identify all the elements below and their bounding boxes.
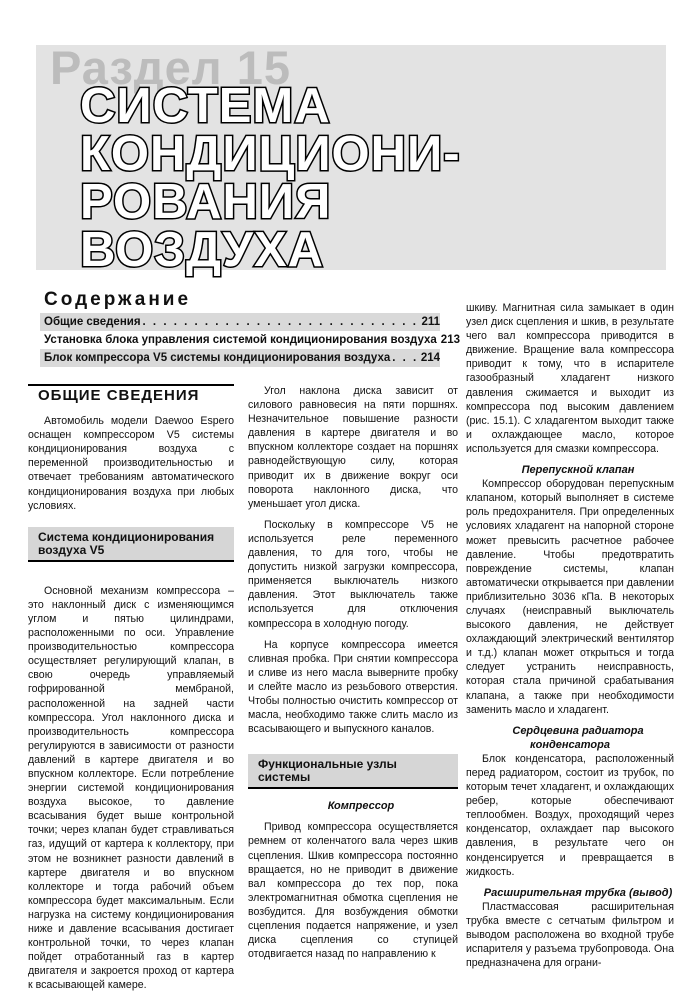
- chapter-title: [80, 79, 461, 277]
- paragraph: Пластмассовая расширительная трубка вместе с сетчатым фильтром и выводом расположена во входной трубе испарителя у разъема трубопровода. Она предназначена для ограни-: [466, 900, 674, 970]
- chapter-title-line-2: КОНДИЦИОНИ-: [80, 127, 461, 181]
- subsection-heading-line: Функциональные узлы: [258, 757, 397, 772]
- paragraph: На корпусе компрессора имеется сливная пробка. При снятии компрессора и сливе из него масла выверните пробку и слейте масло из резьбового отверстия. Чтобы полностью очистить компрессор от масла, необходимо также слить масло из всасывающего и выпускного каналов.: [248, 638, 458, 736]
- toc-leader: [143, 313, 420, 331]
- column-3: [466, 301, 674, 970]
- chapter-title-line-1: СИСТЕМА: [80, 79, 331, 133]
- subsection-heading-line: системы: [258, 770, 311, 785]
- toc-item[interactable]: [40, 349, 440, 367]
- subsection-heading-units: [248, 754, 458, 789]
- paragraph: Привод компрессора осуществляется ремнем от коленчатого вала через шкив сцепления. Шкив компрессора постоянно вращается, но не приводит в движение вал компрессора до тех пор, пока электромагнитная обмотка сцепления не возбудится. Для возбуждения обмотки сцепления подается напряжение, и узел диска сцепления со ступицей отодвигается назад по направлению к: [248, 821, 458, 961]
- paragraph: шкиву. Магнитная сила замыкает в один узел диск сцепления и шкив, в результате чего вал компрессора приводится в движение. Вращение вала компрессора приводит к тому, что в испарителе газообразный хладагент низкого давления сжимается и выходит из компрессора под высоким давлением (рис. 15.1). С хладагентом выходит также и охлаждающее масло, которое используется для смазки компрессора.: [466, 302, 674, 455]
- toc-item-page: 213: [440, 334, 460, 346]
- paragraph: Компрессор оборудован перепускным клапаном, который выполняет в системе роль предохранителя. При определенных условиях хладагент на напорной стороне может превысить расчетное рабочее давление. Чтобы предотвратить повреждение системы, клапан автоматически открывается при давлении приблизительно 3036 кПа. В некоторых случаях (неисправный выключатель высокого давления, не действует охлаждающий электрический вентилятор и т.д.) клапан может открыться и тогда следует устранить неисправность, которая стала причиной срабатывания клапана, а также при необходимости заменить масло и хладагент.: [466, 478, 674, 716]
- paragraph: Поскольку в компрессоре V5 не используется реле переменного давления, то для того, чтобы не допустить низкой загрузки компрессора, применяется выключатель низкого давления. Этот выключатель также используется для отключения компрессора в холодную погоду.: [248, 518, 458, 630]
- toc-item-page: 211: [421, 316, 440, 328]
- subheading-compressor: Компрессор: [327, 800, 395, 813]
- toc-item-page: 214: [420, 352, 440, 364]
- column-2: [248, 384, 458, 961]
- subheading-condenser-core: Сердцевина радиатора конденсатора: [512, 724, 644, 751]
- subsection-heading-line: воздуха V5: [38, 542, 105, 557]
- subheading-bypass-valve: Перепускной клапан: [521, 464, 635, 477]
- subheading-expansion-tube: Расширительная трубка (вывод): [483, 886, 673, 899]
- chapter-title-line-4: ВОЗДУХА: [80, 223, 325, 277]
- toc-leader: [392, 349, 419, 367]
- toc-item-label: Установка блока управления системой кондиционирования воздуха: [44, 334, 437, 346]
- heading-general: ОБЩИЕ СВЕДЕНИЯ: [28, 384, 234, 406]
- subsection-heading-v5: [28, 527, 234, 562]
- column-1: [28, 384, 234, 992]
- toc-item-label: Блок компрессора V5 системы кондиционирования воздуха: [44, 352, 391, 364]
- paragraph: Угол наклона диска зависит от силового равновесия на пяти поршнях. Незначительное повышение разности давления в картере двигателя и во впускном коллекторе создает на поршнях равнодействующую силу, которая приводит их в движение вокруг оси поворота наклонного диска, что уменьшает угол диска.: [248, 385, 458, 510]
- toc-title: Содержание: [44, 289, 192, 310]
- toc-item[interactable]: [40, 313, 440, 331]
- paragraph: Основной механизм компрессора – это наклонный диск с изменяющимся углом и пятью цилиндрами, расположенными по оси. Управление производительностью компрессора осуществляет регулирующий клапан, в свою очередь управляемый гофрированной мембраной, расположенной на задней части компрессора. Угол наклонного диска и производительность компрессора регулируются в зависимости от разности давлений в картере двигателя и во впускном коллекторе. Если потребление энергии системой кондиционирования воздуха высокое, то давление всасывания будет выше контрольной точки; через клапан будет стравливаться газ, идущий от картера к коллектору, при этом не возникнет разности давлений в картере двигателя и во впускном коллекторе и тогда рабочий объем компрессора будет максимальным. Если нагрузка на систему кондиционирования ниже и давление всасывания достигает контрольной точки, то через клапан пойдет отработанный газ в картер двигателя и закроется проход от картера к всасывающей камере.: [28, 584, 234, 992]
- toc-item[interactable]: [40, 331, 460, 349]
- section-label: Раздел 15: [50, 41, 291, 94]
- table-of-contents: [40, 313, 460, 367]
- chapter-title-line-3: РОВАНИЯ: [80, 175, 332, 229]
- subsection-heading-line: Система кондиционирования: [38, 529, 215, 544]
- paragraph: Автомобиль модели Daewoo Espero оснащен компрессором V5 системы кондиционирования воздуха с переменной производительностью и отвечает требованиям автоматического кондиционирования воздуха при любых условиях.: [28, 415, 234, 512]
- paragraph: Блок конденсатора, расположенный перед радиатором, состоит из трубок, по которым течет хладагент, и охлаждающих ребер, которые обеспечивают теплообмен. Воздух, проходящий через конденсатор, охлаждает пар высокого давления, в результате чего он конденсируется и превращается в жидкость.: [466, 752, 674, 878]
- toc-item-label: Общие сведения: [44, 316, 141, 328]
